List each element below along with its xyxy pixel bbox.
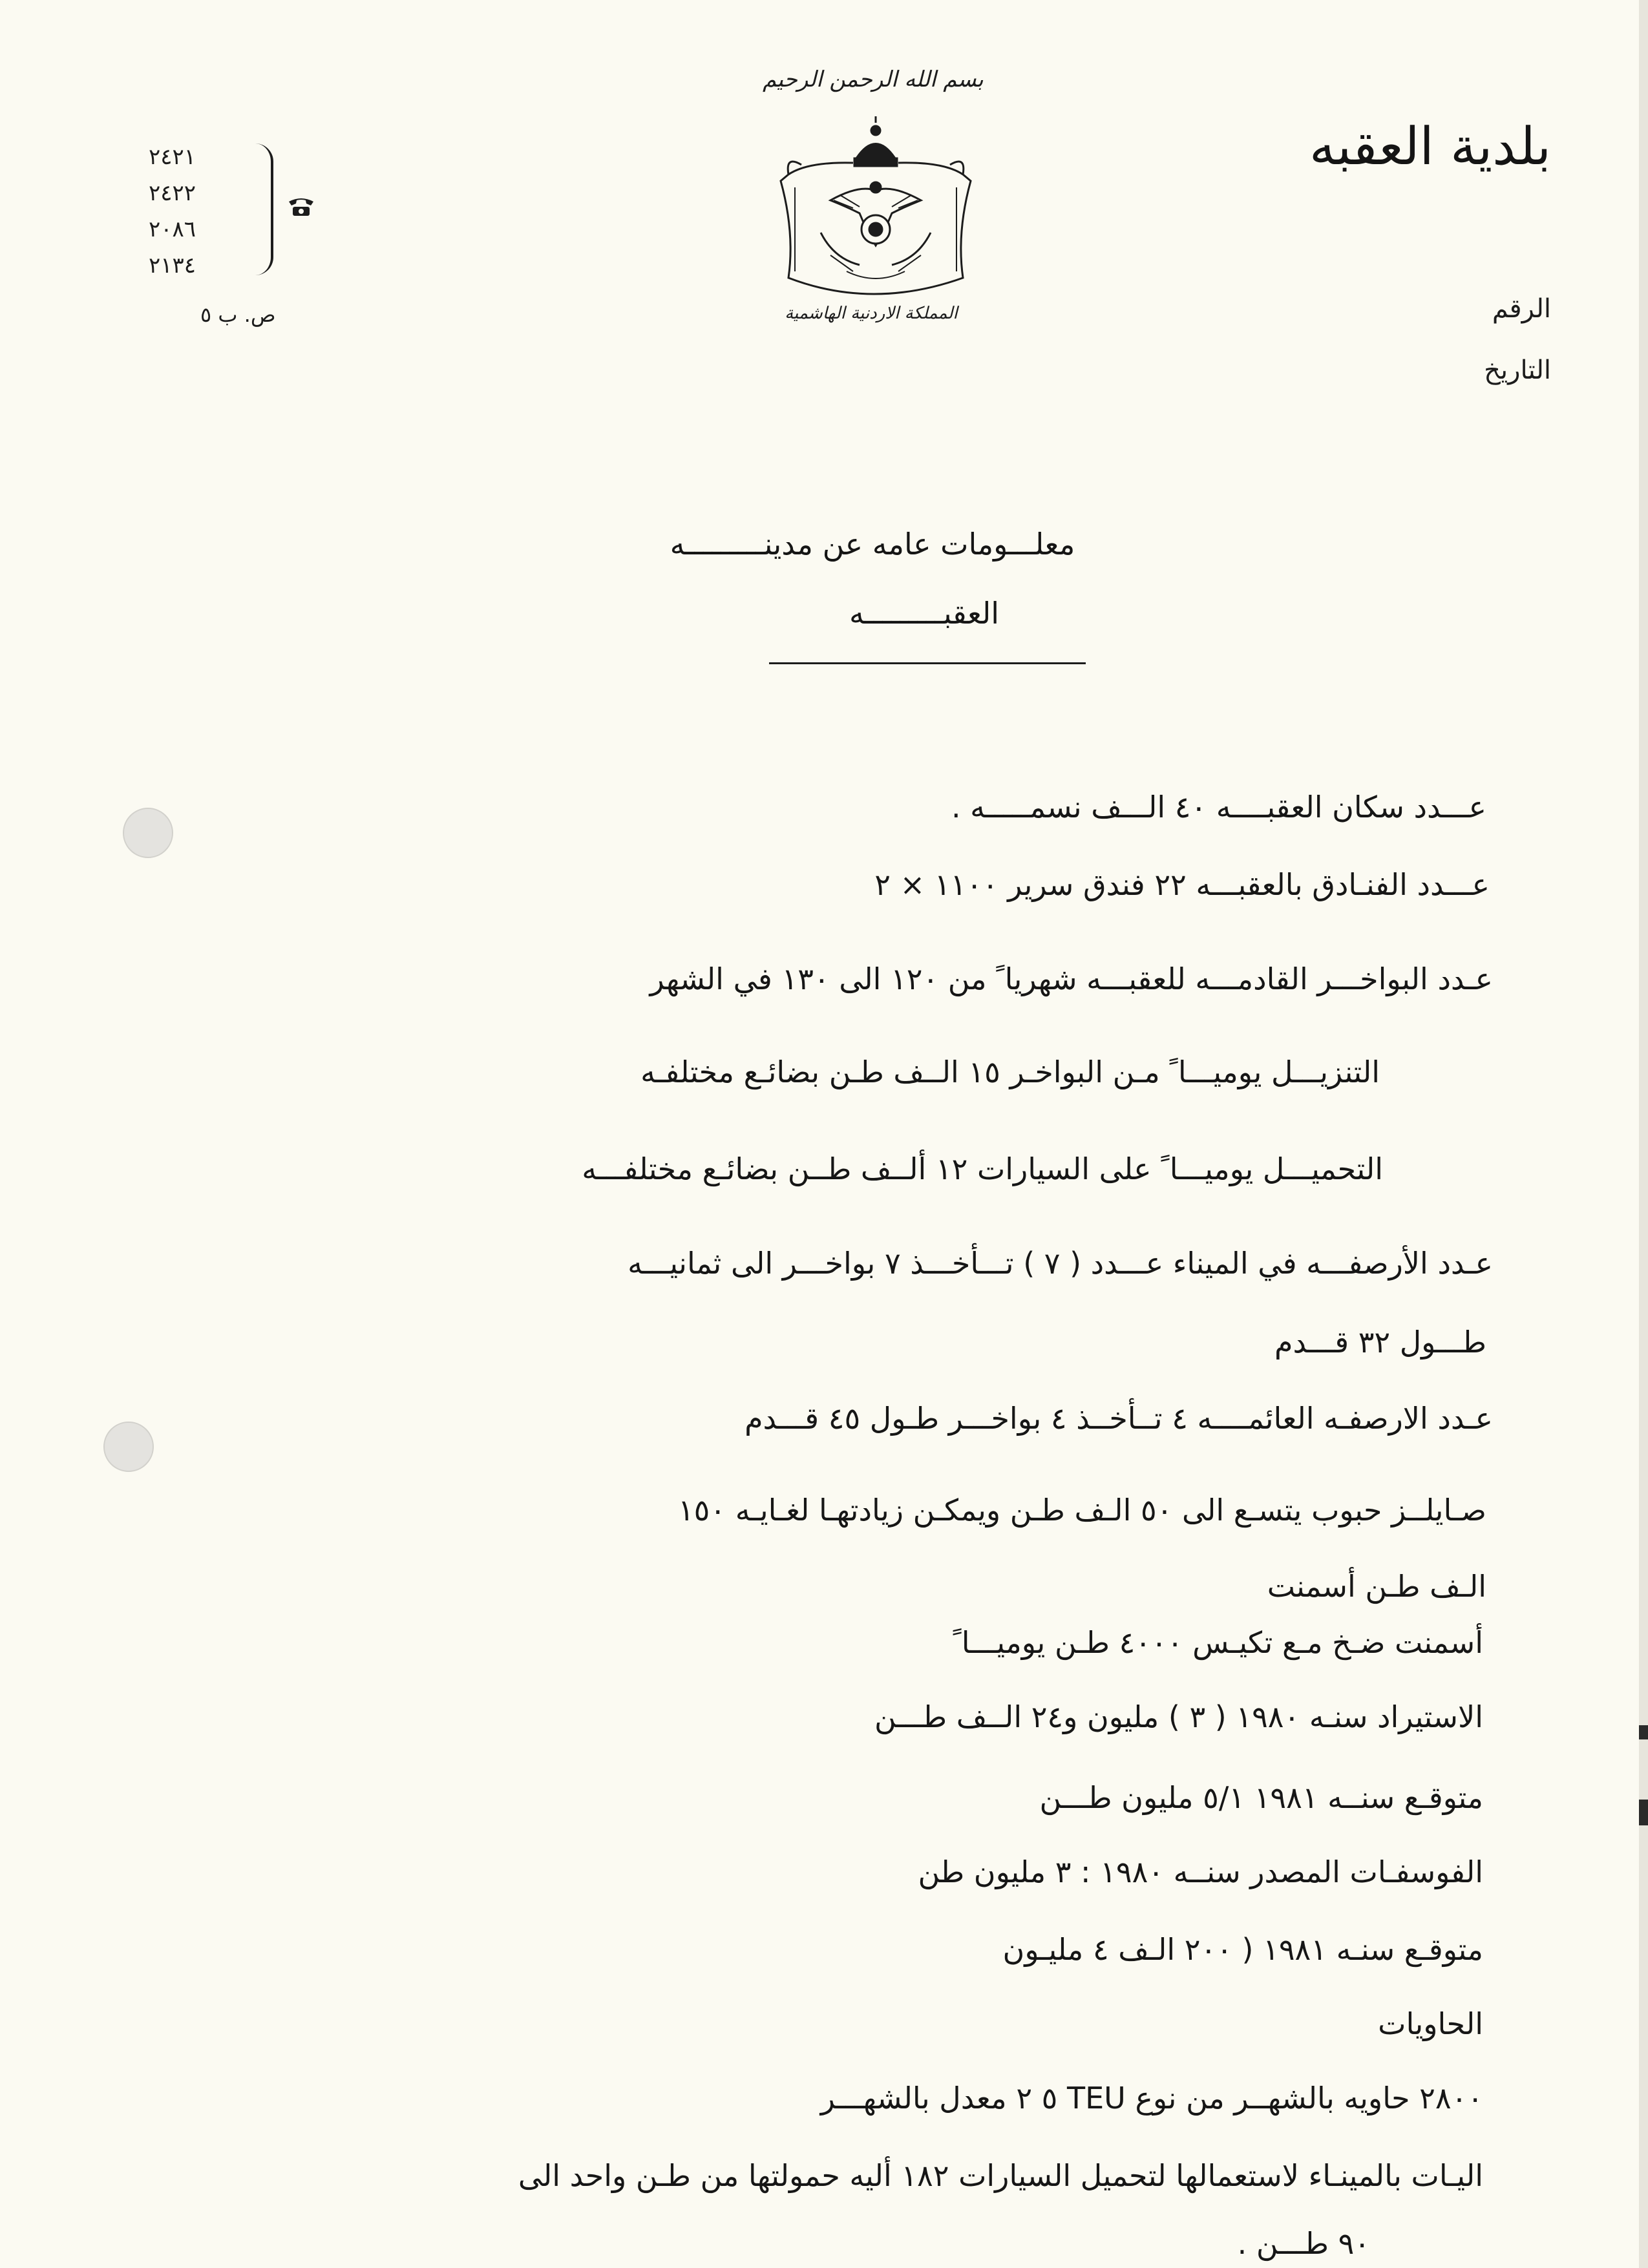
scan-edge-mark: [1639, 1800, 1648, 1825]
punch-hole: [103, 1422, 154, 1472]
municipality-name: بلدية العقبه: [1309, 116, 1551, 176]
body-line: متوقـع سنـه ١٩٨١ ( ٢٠٠ الـف ٤ مليـون: [1002, 1932, 1483, 1967]
scan-edge: [1639, 0, 1648, 2268]
phone-number: ٢٠٨٦: [149, 216, 196, 242]
body-line: صـايلــز حبوب يتسـع الى ٥٠ الـف طـن ويمكـن زيادتهـا لغـايـه ١٥٠: [677, 1493, 1486, 1528]
body-line: الاستيراد سنـه ١٩٨٠ ( ٣ ) مليون و٢٤ الــف طـــن: [874, 1699, 1483, 1734]
title-underline: [769, 662, 1086, 664]
po-box: ص. ب ٥: [200, 302, 276, 327]
body-line: عـدد الارصفـه العائمــــه ٤ تــأخــذ ٤ بواخـــر طـول ٤٥ قـــدم: [745, 1401, 1493, 1436]
body-line: الـف طـن أسمنت: [1267, 1569, 1486, 1604]
body-line: التحميـــل يوميـــا ً على السيارات ١٢ ألــف طــن بضائـع مختلفـــه: [582, 1151, 1383, 1186]
body-line: عـدد الأرصفـــه في الميناء عـــدد ( ٧ ) تـــأخـــذ ٧ بواخـــر الى ثمانيـــه: [628, 1246, 1493, 1281]
body-line: ٢٨٠٠ حاويه بالشهــر من نوع TEU ٥ ٢ معدل بالشهـــر: [820, 2081, 1483, 2116]
body-line: طـــول ٣٢ قـــدم: [1274, 1325, 1486, 1360]
basmala: بسم الله الرحمن الرحيم: [763, 67, 984, 92]
scan-edge-mark: [1639, 1725, 1648, 1739]
body-line: عـدد البواخـــر القادمـــه للعقبـــه شهريا ً من ١٢٠ الى ١٣٠ في الشهر: [650, 961, 1493, 996]
coat-of-arms-emblem: [769, 116, 982, 310]
telephone-icon: [286, 195, 316, 217]
document-title: معلـــومات عامه عن مدينـــــــــه: [670, 527, 1075, 562]
body-line: الحاويات: [1378, 2006, 1483, 2041]
crest-motto: المملكة الاردنية الهاشمية: [785, 304, 958, 323]
body-line: متوقـع سنــه ١٩٨١ ٥/١ مليون طـــن: [1039, 1780, 1483, 1815]
body-line: اليـات بالمينـاء لاستعمالها لتحميل السيارات ١٨٢ أليه حمولتها من طـن واحد الى: [518, 2158, 1483, 2193]
body-line: عـــدد سكان العقبــــه ٤٠ الـــف نسمـــــه .: [951, 790, 1486, 824]
body-line: ٩٠ طـــن .: [1237, 2226, 1370, 2261]
phone-number: ٢٤٢٢: [149, 180, 196, 206]
body-line: عـــدد الفنـادق بالعقبـــه ٢٢ فندق سرير ١١٠٠ × ٢: [874, 867, 1490, 902]
body-line: التنزيـــل يوميـــا ً مـن البواخـر ١٥ الــف طـن بضائـع مختلفـه: [640, 1055, 1380, 1089]
punch-hole: [123, 808, 173, 858]
body-line: أسمنت ضـخ مـع تكيـس ٤٠٠٠ طـن يوميـــا ً: [953, 1625, 1483, 1660]
body-line: الفوسفـات المصدر سنــه ١٩٨٠ : ٣ مليون طن: [918, 1854, 1483, 1889]
phone-brace: [255, 143, 273, 275]
phone-number: ٢١٣٤: [149, 253, 196, 278]
date-label: التاريخ: [1484, 355, 1551, 385]
phone-number: ٢٤٢١: [149, 144, 196, 170]
phone-numbers: [149, 139, 252, 284]
reference-label: الرقم: [1492, 294, 1551, 324]
document-subtitle: العقبـــــــــه: [849, 596, 1000, 631]
